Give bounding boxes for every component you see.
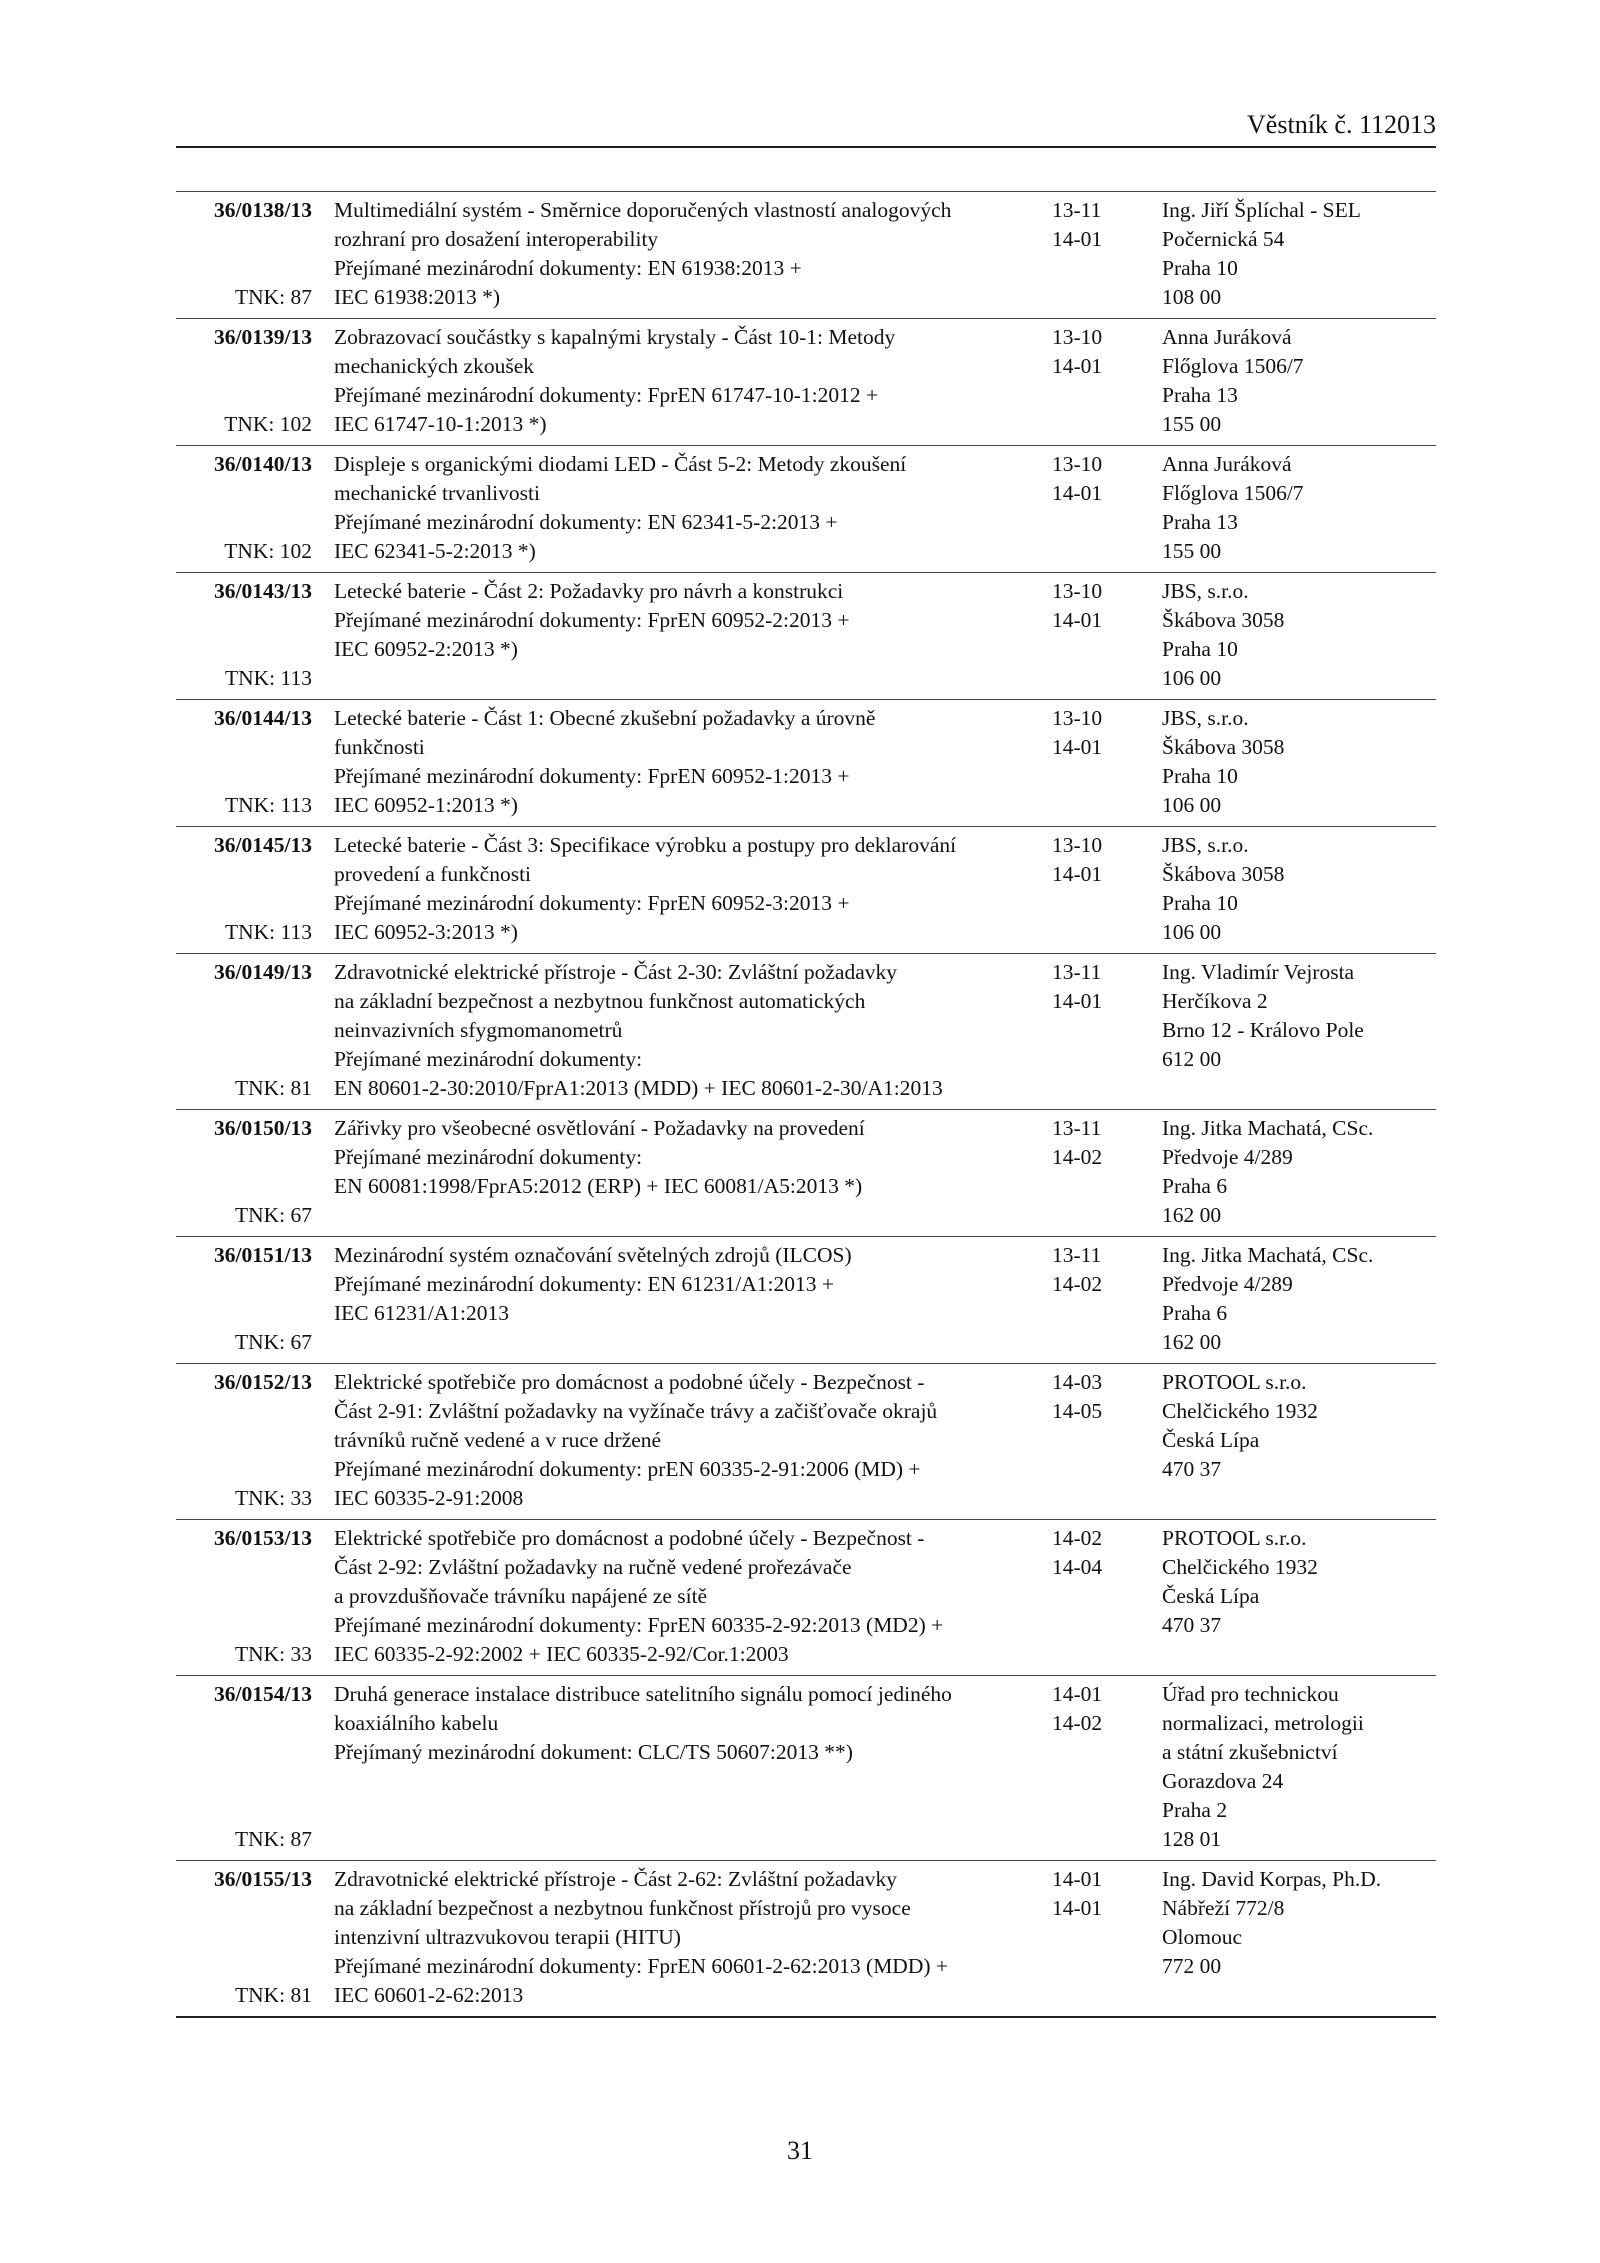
dates-cell	[1052, 1680, 1162, 1854]
address-cell-line: 162 00	[1162, 1330, 1222, 1354]
description-cell-line: IEC 61938:2013 *)	[334, 285, 501, 309]
address-cell-line: JBS, s.r.o.	[1162, 706, 1249, 730]
description-cell-line: Část 2-92: Zvláštní požadavky na ručně vedené prořezávače	[334, 1555, 852, 1579]
address-cell	[1162, 1680, 1436, 1854]
tnk-label: TNK: 87	[234, 285, 312, 309]
dates-cell-line: 13-11	[1052, 198, 1102, 222]
description-cell-line: Elektrické spotřebiče pro domácnost a podobné účely - Bezpečnost -	[334, 1526, 925, 1550]
address-cell-line: Flőglova 1506/7	[1162, 354, 1304, 378]
description-cell-line: trávníků ručně vedené a v ruce držené	[334, 1428, 662, 1452]
dates-cell-line: 14-01	[1052, 227, 1103, 251]
dates-cell-line: 13-11	[1052, 1243, 1102, 1267]
description-cell-line: Přejímané mezinárodní dokumenty: EN 62341-5-2:2013 +	[334, 510, 838, 534]
address-cell	[1162, 577, 1436, 693]
description-cell-line: IEC 60335-2-91:2008	[334, 1486, 524, 1510]
dates-cell-line: 14-02	[1052, 1526, 1103, 1550]
address-cell-line: Úřad pro technickou	[1162, 1682, 1339, 1706]
table-row	[176, 192, 1436, 319]
document-code: 36/0150/13	[214, 1116, 312, 1140]
description-cell	[326, 704, 1052, 820]
description-cell-line: Druhá generace instalace distribuce satelitního signálu pomocí jediného	[334, 1682, 952, 1706]
description-cell-line: EN 60081:1998/FprA5:2012 (ERP) + IEC 60081/A5:2013 *)	[334, 1174, 863, 1198]
dates-cell	[1052, 1865, 1162, 2010]
dates-cell-line: 14-01	[1052, 1682, 1103, 1706]
description-cell-line: funkčnosti	[334, 735, 425, 759]
address-cell-line: Praha 10	[1162, 891, 1238, 915]
dates-cell-line: 14-01	[1052, 608, 1103, 632]
address-cell	[1162, 1241, 1436, 1357]
address-cell-line: 470 37	[1162, 1613, 1222, 1637]
description-cell	[326, 1368, 1052, 1513]
tnk-label: TNK: 33	[234, 1642, 312, 1666]
dates-cell	[1052, 704, 1162, 820]
description-cell-line: Část 2-91: Zvláštní požadavky na vyžínače trávy a začišťovače okrajů	[334, 1399, 938, 1423]
tnk-label: TNK: 102	[224, 539, 312, 563]
address-cell-line: Herčíkova 2	[1162, 989, 1268, 1013]
dates-cell	[1052, 323, 1162, 439]
description-cell-line: Displeje s organickými diodami LED - Část 5-2: Metody zkoušení	[334, 452, 907, 476]
address-cell-line: Praha 10	[1162, 637, 1238, 661]
description-cell-line: mechanických zkoušek	[334, 354, 534, 378]
description-cell-line: EN 80601-2-30:2010/FprA1:2013 (MDD) + IEC 80601-2-30/A1:2013	[334, 1076, 943, 1100]
address-cell-line: Praha 13	[1162, 510, 1238, 534]
description-cell-line: Přejímané mezinárodní dokumenty: EN 61938:2013 +	[334, 256, 802, 280]
address-cell-line: PROTOOL s.r.o.	[1162, 1370, 1307, 1394]
address-cell-line: Praha 2	[1162, 1798, 1228, 1822]
description-cell-line: Přejímané mezinárodní dokumenty: FprEN 61747-10-1:2012 +	[334, 383, 879, 407]
address-cell-line: Anna Juráková	[1162, 325, 1292, 349]
table-row	[176, 1110, 1436, 1237]
description-cell-line: a provzdušňovače trávníku napájené ze sítě	[334, 1584, 708, 1608]
dates-cell-line: 14-01	[1052, 1896, 1103, 1920]
document-code: 36/0151/13	[214, 1243, 312, 1267]
address-cell-line: Škábova 3058	[1162, 735, 1285, 759]
description-cell	[326, 196, 1052, 312]
address-cell-line: a státní zkušebnictví	[1162, 1740, 1338, 1764]
address-cell	[1162, 323, 1436, 439]
description-cell-line: koaxiálního kabelu	[334, 1711, 499, 1735]
code-cell	[176, 1680, 326, 1854]
table-row	[176, 446, 1436, 573]
address-cell-line: Ing. Jitka Machatá, CSc.	[1162, 1116, 1374, 1140]
address-cell-line: Gorazdova 24	[1162, 1769, 1284, 1793]
description-cell-line: Multimediální systém - Směrnice doporučených vlastností analogových	[334, 198, 952, 222]
dates-cell-line: 13-10	[1052, 833, 1103, 857]
tnk-label: TNK: 33	[234, 1486, 312, 1510]
document-code: 36/0145/13	[214, 833, 312, 857]
description-cell-line: Přejímané mezinárodní dokumenty: FprEN 60952-1:2013 +	[334, 764, 850, 788]
address-cell-line: Brno 12 - Královo Pole	[1162, 1018, 1364, 1042]
description-cell-line: Přejímaný mezinárodní dokument: CLC/TS 50607:2013 **)	[334, 1740, 853, 1764]
description-cell-line: IEC 60335-2-92:2002 + IEC 60335-2-92/Cor.1:2003	[334, 1642, 789, 1666]
table-row	[176, 1520, 1436, 1676]
description-cell-line: Přejímané mezinárodní dokumenty: FprEN 60335-2-92:2013 (MD2) +	[334, 1613, 944, 1637]
description-cell-line: na základní bezpečnost a nezbytnou funkčnost automatických	[334, 989, 866, 1013]
description-cell	[326, 577, 1052, 693]
description-cell-line: Zdravotnické elektrické přístroje - Část 2-30: Zvláštní požadavky	[334, 960, 897, 984]
document-code: 36/0138/13	[214, 198, 312, 222]
dates-cell-line: 14-04	[1052, 1555, 1103, 1579]
address-cell	[1162, 196, 1436, 312]
address-cell	[1162, 450, 1436, 566]
page-header-title: Věstník č. 112013	[1247, 110, 1436, 139]
dates-cell-line: 14-01	[1052, 1867, 1103, 1891]
description-cell	[326, 1680, 1052, 1854]
address-cell-line: 106 00	[1162, 793, 1222, 817]
description-cell-line: Přejímané mezinárodní dokumenty: FprEN 60601-2-62:2013 (MDD) +	[334, 1954, 949, 1978]
description-cell-line: Letecké baterie - Část 2: Požadavky pro návrh a konstrukci	[334, 579, 844, 603]
address-cell-line: Škábova 3058	[1162, 608, 1285, 632]
document-code: 36/0153/13	[214, 1526, 312, 1550]
tnk-label: TNK: 113	[225, 920, 312, 944]
dates-cell-line: 13-11	[1052, 960, 1102, 984]
dates-cell-line: 13-11	[1052, 1116, 1102, 1140]
description-cell-line: Mezinárodní systém označování světelných zdrojů (ILCOS)	[334, 1243, 852, 1267]
dates-cell-line: 14-02	[1052, 1272, 1103, 1296]
document-code: 36/0144/13	[214, 706, 312, 730]
address-cell	[1162, 958, 1436, 1103]
description-cell-line: Zářivky pro všeobecné osvětlování - Požadavky na provedení	[334, 1116, 865, 1140]
code-cell	[176, 450, 326, 566]
description-cell-line: na základní bezpečnost a nezbytnou funkčnost přístrojů pro vysoce	[334, 1896, 911, 1920]
dates-cell-line: 13-10	[1052, 579, 1103, 603]
table-row	[176, 573, 1436, 700]
dates-cell-line: 13-10	[1052, 452, 1103, 476]
address-cell-line: normalizaci, metrologii	[1162, 1711, 1364, 1735]
tnk-label: TNK: 67	[234, 1330, 312, 1354]
document-code: 36/0140/13	[214, 452, 312, 476]
address-cell-line: Praha 10	[1162, 764, 1238, 788]
table-row	[176, 700, 1436, 827]
tnk-label: TNK: 113	[225, 666, 312, 690]
code-cell	[176, 1865, 326, 2010]
page-number: 31	[787, 2136, 813, 2165]
address-cell-line: 155 00	[1162, 412, 1222, 436]
address-cell-line: 612 00	[1162, 1047, 1222, 1071]
dates-cell-line: 14-01	[1052, 481, 1103, 505]
dates-cell-line: 14-01	[1052, 354, 1103, 378]
dates-cell-line: 14-03	[1052, 1370, 1103, 1394]
tnk-label: TNK: 113	[225, 793, 312, 817]
description-cell-line: Přejímané mezinárodní dokumenty: EN 61231/A1:2013 +	[334, 1272, 834, 1296]
description-cell	[326, 323, 1052, 439]
address-cell	[1162, 831, 1436, 947]
description-cell-line: IEC 60952-1:2013 *)	[334, 793, 518, 817]
code-cell	[176, 196, 326, 312]
dates-cell-line: 14-02	[1052, 1145, 1103, 1169]
address-cell-line: 108 00	[1162, 285, 1222, 309]
table-row	[176, 954, 1436, 1110]
code-cell	[176, 958, 326, 1103]
address-cell	[1162, 1524, 1436, 1669]
address-cell-line: Ing. Jiří Šplíchal - SEL	[1162, 198, 1361, 222]
address-cell-line: Škábova 3058	[1162, 862, 1285, 886]
document-code: 36/0149/13	[214, 960, 312, 984]
description-cell	[326, 1114, 1052, 1230]
table-row	[176, 1237, 1436, 1364]
table-row	[176, 1861, 1436, 2018]
code-cell	[176, 1241, 326, 1357]
dates-cell	[1052, 831, 1162, 947]
code-cell	[176, 831, 326, 947]
entries-table	[176, 191, 1436, 2018]
table-row	[176, 319, 1436, 446]
description-cell-line: Přejímané mezinárodní dokumenty:	[334, 1145, 643, 1169]
address-cell-line: Praha 6	[1162, 1174, 1228, 1198]
document-code: 36/0139/13	[214, 325, 312, 349]
description-cell-line: Přejímané mezinárodní dokumenty: FprEN 60952-3:2013 +	[334, 891, 850, 915]
dates-cell-line: 14-05	[1052, 1399, 1103, 1423]
dates-cell-line: 13-10	[1052, 706, 1103, 730]
address-cell-line: JBS, s.r.o.	[1162, 579, 1249, 603]
address-cell-line: Ing. David Korpas, Ph.D.	[1162, 1867, 1382, 1891]
dates-cell	[1052, 196, 1162, 312]
address-cell	[1162, 1368, 1436, 1513]
address-cell-line: Předvoje 4/289	[1162, 1145, 1293, 1169]
table-row	[176, 1676, 1436, 1861]
address-cell-line: 155 00	[1162, 539, 1222, 563]
description-cell	[326, 450, 1052, 566]
dates-cell	[1052, 1241, 1162, 1357]
address-cell	[1162, 704, 1436, 820]
dates-cell	[1052, 1524, 1162, 1669]
dates-cell	[1052, 577, 1162, 693]
dates-cell-line: 14-01	[1052, 862, 1103, 886]
description-cell	[326, 831, 1052, 947]
description-cell	[326, 1241, 1052, 1357]
address-cell-line: Olomouc	[1162, 1925, 1243, 1949]
description-cell	[326, 1524, 1052, 1669]
address-cell	[1162, 1865, 1436, 2010]
code-cell	[176, 1368, 326, 1513]
address-cell-line: 772 00	[1162, 1954, 1222, 1978]
address-cell-line: PROTOOL s.r.o.	[1162, 1526, 1307, 1550]
tnk-label: TNK: 81	[234, 1983, 312, 2007]
code-cell	[176, 323, 326, 439]
description-cell-line: Zobrazovací součástky s kapalnými krystaly - Část 10-1: Metody	[334, 325, 896, 349]
dates-cell	[1052, 450, 1162, 566]
description-cell-line: Přejímané mezinárodní dokumenty: prEN 60335-2-91:2006 (MD) +	[334, 1457, 921, 1481]
address-cell-line: 470 37	[1162, 1457, 1222, 1481]
tnk-label: TNK: 67	[234, 1203, 312, 1227]
description-cell-line: Přejímané mezinárodní dokumenty:	[334, 1047, 643, 1071]
address-cell-line: Česká Lípa	[1162, 1428, 1260, 1452]
address-cell-line: 106 00	[1162, 666, 1222, 690]
code-cell	[176, 1114, 326, 1230]
description-cell-line: Přejímané mezinárodní dokumenty: FprEN 60952-2:2013 +	[334, 608, 850, 632]
header-rule	[176, 146, 1436, 148]
address-cell-line: Ing. Jitka Machatá, CSc.	[1162, 1243, 1374, 1267]
description-cell-line: IEC 60952-2:2013 *)	[334, 637, 518, 661]
dates-cell	[1052, 1114, 1162, 1230]
description-cell-line: IEC 61231/A1:2013	[334, 1301, 509, 1325]
description-cell-line: Letecké baterie - Část 3: Specifikace výrobku a postupy pro deklarování	[334, 833, 957, 857]
description-cell-line: Zdravotnické elektrické přístroje - Část 2-62: Zvláštní požadavky	[334, 1867, 897, 1891]
address-cell-line: Anna Juráková	[1162, 452, 1292, 476]
address-cell-line: Chelčického 1932	[1162, 1555, 1318, 1579]
address-cell-line: Nábřeží 772/8	[1162, 1896, 1285, 1920]
description-cell-line: IEC 60952-3:2013 *)	[334, 920, 518, 944]
description-cell-line: rozhraní pro dosažení interoperability	[334, 227, 659, 251]
document-code: 36/0143/13	[214, 579, 312, 603]
description-cell-line: neinvazivních sfygmomanometrů	[334, 1018, 623, 1042]
dates-cell	[1052, 1368, 1162, 1513]
table-row	[176, 1364, 1436, 1520]
description-cell-line: Elektrické spotřebiče pro domácnost a podobné účely - Bezpečnost -	[334, 1370, 925, 1394]
description-cell-line: mechanické trvanlivosti	[334, 481, 540, 505]
address-cell-line: 128 01	[1162, 1827, 1222, 1851]
tnk-label: TNK: 87	[234, 1827, 312, 1851]
code-cell	[176, 577, 326, 693]
address-cell	[1162, 1114, 1436, 1230]
description-cell-line: intenzivní ultrazvukovou terapii (HITU)	[334, 1925, 681, 1949]
address-cell-line: Ing. Vladimír Vejrosta	[1162, 960, 1355, 984]
description-cell-line: provedení a funkčnosti	[334, 862, 532, 886]
address-cell-line: 106 00	[1162, 920, 1222, 944]
dates-cell-line: 14-01	[1052, 735, 1103, 759]
document-code: 36/0152/13	[214, 1370, 312, 1394]
address-cell-line: Praha 13	[1162, 383, 1238, 407]
dates-cell	[1052, 958, 1162, 1103]
code-cell	[176, 704, 326, 820]
address-cell-line: Česká Lípa	[1162, 1584, 1260, 1608]
address-cell-line: Flőglova 1506/7	[1162, 481, 1304, 505]
description-cell	[326, 1865, 1052, 2010]
document-code: 36/0154/13	[214, 1682, 312, 1706]
address-cell-line: Praha 6	[1162, 1301, 1228, 1325]
dates-cell-line: 14-01	[1052, 989, 1103, 1013]
tnk-label: TNK: 102	[224, 412, 312, 436]
address-cell-line: JBS, s.r.o.	[1162, 833, 1249, 857]
table-row	[176, 827, 1436, 954]
address-cell-line: Počernická 54	[1162, 227, 1285, 251]
description-cell-line: IEC 60601-2-62:2013	[334, 1983, 524, 2007]
address-cell-line: Chelčického 1932	[1162, 1399, 1318, 1423]
description-cell	[326, 958, 1052, 1103]
tnk-label: TNK: 81	[234, 1076, 312, 1100]
document-code: 36/0155/13	[214, 1867, 312, 1891]
dates-cell-line: 13-10	[1052, 325, 1103, 349]
code-cell	[176, 1524, 326, 1669]
address-cell-line: 162 00	[1162, 1203, 1222, 1227]
description-cell-line: IEC 61747-10-1:2013 *)	[334, 412, 547, 436]
description-cell-line: IEC 62341-5-2:2013 *)	[334, 539, 536, 563]
address-cell-line: Předvoje 4/289	[1162, 1272, 1293, 1296]
dates-cell-line: 14-02	[1052, 1711, 1103, 1735]
description-cell-line: Letecké baterie - Část 1: Obecné zkušební požadavky a úrovně	[334, 706, 876, 730]
address-cell-line: Praha 10	[1162, 256, 1238, 280]
